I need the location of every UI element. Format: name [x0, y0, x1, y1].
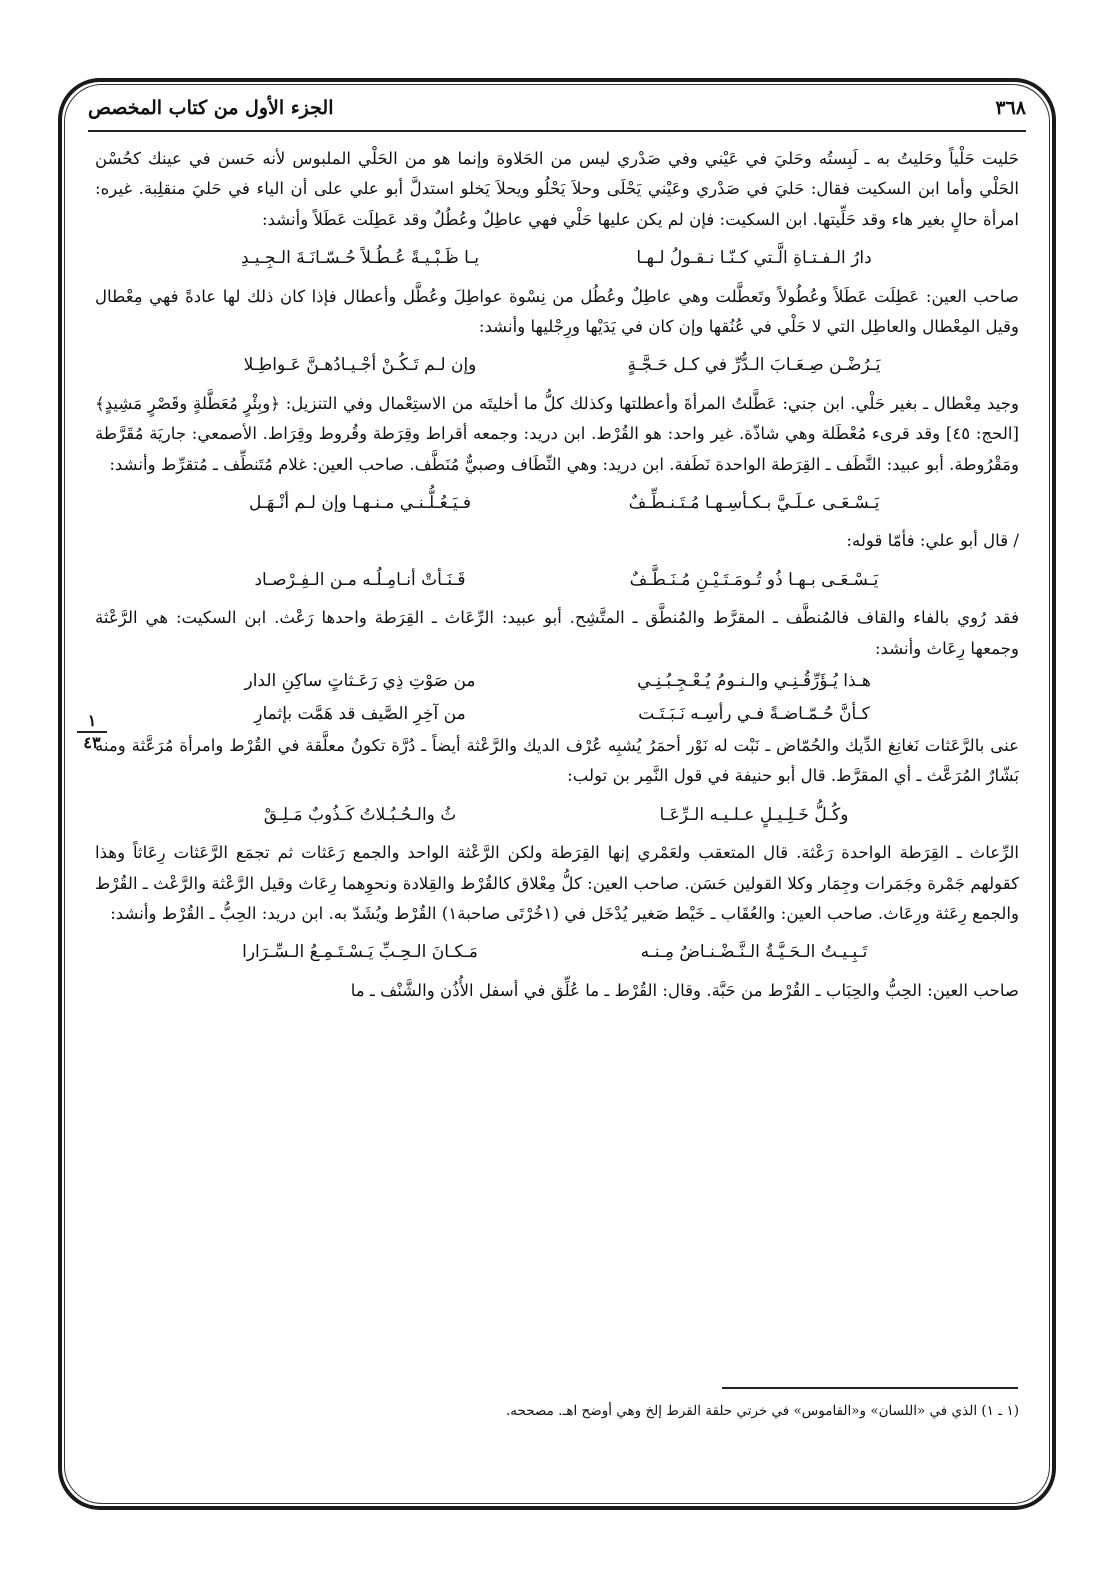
paragraph: صاحب العين: الحِبُّ والحِبَاب ـ القُرْط من حَبَّة. وقال: القُرْط ـ ما عُلِّق في أسفل الأُذُن والشَّنْف ـ ما: [350, 980, 1019, 1000]
verse-second-hemistich: من آخِرِ الصَّيف قد هَمَّت بإثمارِ: [254, 703, 466, 724]
verse-line: [95, 488, 1019, 518]
verse-second-hemistich: ثُ والـحُـبُـلاتُ كَـذُوبٌ مَـلِـقْ: [263, 804, 457, 825]
page-number: ٣٦٨: [995, 97, 1026, 119]
footnote-rule: [722, 1387, 1018, 1389]
paragraph: / قال أبو علي: فأمّا قوله:: [846, 531, 1019, 551]
paragraph: صاحب العين: عَطِلَت عَطَلاً وعُطُولاً وتَعطَّلت وهي عاطِلٌ وعُطُل من نِسْوة عواطِلَ وعُطَّل وأعطال فإذا كان ذلك لها عادةً فهي مِعْطال وقيل المِعْطال والعاطِل التي لا حَلْي في عُنُقها وإن كان في يَدَيْها ورِجْليها وأنشد:: [95, 286, 1019, 337]
verse-first-hemistich: هـذا يُـؤَرِّقُـنِـي والـنـومُ يُـعْـجِـبُـنِـي: [637, 671, 871, 692]
verse-second-hemistich: وإن لـم تَـكُـنْ أجْـيـادُهـنَّ عَـواطِـلا: [243, 355, 477, 376]
verse-first-hemistich: وكُـلُّ خَـلِـيـلٍ عـلـيـه الـرِّعَـا: [659, 804, 849, 825]
margin-note-bottom: ٤٣: [83, 733, 101, 752]
verse-second-hemistich: فـيَـعُـلُّـنـي مـنـهـا وإن لـم أنْـهَـل: [248, 493, 472, 514]
paragraph: وجيد مِعْطال ـ بغير حَلْي. ابن جني: عَطَّلتُ المرأةَ وأعطلتها وكذلك كلُّ ما أخليتَه من الاستِعْمال وفي التنزيل: ﴿وبِئْرٍ مُعَطَّلةٍ وقَصْرٍ مَشِيدٍ﴾ [الحج: ٤٥] وقد قرىء مُعْطَلة وهي شاذّة. غير واحد: هو القُرْط. ابن دريد: وجمعه أقراط وقِرَطة وقُروط وقِرَاط. الأصمعي: جاريَة مُقَرَّطة ومَقْرُوطة. أبو عبيد: النَّطَف ـ القِرَطة الواحدة نَطَفة. ابن دريد: وهي النِّطَاف وصبيٌّ مُنَطَّف. صاحب العين: غلام مُتَنطِّف ـ مُتقرِّط وأنشد:: [95, 393, 1019, 474]
verse-line: [95, 243, 1019, 273]
verse-second-hemistich: يـا ظَـبْـيـةً عُـطُـلاً حُـسّـانَـةَ الـجِـيـدِ: [240, 248, 480, 269]
margin-note-top: ١: [77, 713, 107, 733]
verse-first-hemistich: يَـسْـعَـى بـهـا ذُو تُـومَـتَـيْـنِ مُـنَـطَّـفٌ: [629, 569, 879, 590]
footnote: (١ ـ ١) الذي في «اللسان» و«القاموس» في خرتي حلقة القرط إلخ وهي أوضح اهـ. مصححه.: [505, 1403, 1019, 1419]
verse-line: [95, 350, 1019, 380]
verse-line: [95, 699, 1019, 729]
verse-line: [95, 937, 1019, 967]
header-rule: [88, 130, 1026, 132]
verse-second-hemistich: مَـكـانَ الـحِـبِّ يَـسْـتَـمِـعُ الـسِّـرَارا: [242, 942, 478, 963]
running-header: [88, 88, 1026, 128]
paragraph: فقد رُوي بالفاء والقاف فالمُنطَّف ـ المقرَّط والمُنطَّق ـ المتَّشِح. أبو عبيد: الرِّعَاث ـ القِرَطة واحدها رَعْث. ابن السكيت: هي الرَّعْثة وجمعها رِعَاث وأنشد:: [95, 608, 1019, 658]
verse-line: [95, 800, 1019, 830]
paragraph: الرِّعاث ـ القِرَطة الواحدة رَعْثة. قال المتعقب ولعَمْري إنها القِرَطة ولكن الرَّعْثة الواحد والجمع رَعَثات ثم تجمَع الرَّعَثات رِعَاثاً وهذا كقولهم جَمْرة وجَمَرات وجِمَار وكلا القولين حَسَن. صاحب العين: كلُّ مِعْلاق كالقُرْط والقِلادة ونحوِهما رِعَاث وقيل الرَّعْثة والرَّعْث ـ القُرْط والجمع رِعَثة ورِعَاث. صاحب العين: والعُقَاب ـ خَيْط صَغير يُدْخَل في (١خُرْتَى صاحبة١) القُرْط ويُشَدّ به. ابن دريد: الحِبُّ ـ القُرْط وأنشد:: [95, 843, 1019, 923]
paragraph: عنى بالرَّعَثات نَغانِغ الدِّيك والحُمّاض ـ نَبْت له نَوْر أحمَرُ يُشبِه عُرْف الديك والرَّعْثة أيضاً ـ دُرَّة تكونُ معلَّقة في القُرْط وامرأة مُرَعَّثة ومنه بَشّارٌ المُرَعَّث ـ أي المقرَّط. قال أبو حنيفة في قول النَّمِر بن تولب:: [95, 735, 1019, 786]
verse-first-hemistich: كـأنَّ حُـمّـاضـةً فـي رأسِـه نَـبَـتَـت: [638, 703, 870, 724]
verse-line: [95, 565, 1019, 595]
verse-first-hemistich: تَـبِـيـتُ الـحَـيَّـةُ الـنَّـضْـنـاضُ مِـنـه: [640, 942, 868, 963]
verse-second-hemistich: قَـنَـأتْ أنـامِـلُـه مـن الـفِـرْصـاد: [254, 569, 466, 590]
paragraph: حَليت حَلْياً وحَليتُ به ـ لَبِستُه وحَليَ في عَيْني وفي صَدْري ليس من الحَلاوة وإنما هو من الحَلْي الملبوس لأنه حَسن في عينك كحُسْن الحَلْي وأما ابن السكيت فقال: حَليَ في صَدْري وعَيْني يَحْلَى وحلاَ يَحْلُو ويحلاَ يَخلو استدلَّ أبو علي على أن الياء في حَليَ منقلِبة. غيره: امرأة حالٍ بغير هاء وقد حَلِّيتها. ابن السكيت: فإن لم يكن عليها حَلْي فهي عاطِلٌ وعُطُلٌ وقد عَطِلَت عَطَلاً وأنشد:: [95, 149, 1019, 229]
verse-first-hemistich: يَـرُضْـن صِـعَـابَ الـدُّرِّ في كـل حَـجَّـةٍ: [627, 355, 881, 376]
verse-second-hemistich: من صَوْتِ ذِي رَعَـثاتٍ ساكِنِ الدار: [244, 671, 476, 692]
running-title: الجزء الأول من كتاب المخصص: [88, 97, 334, 119]
verse-first-hemistich: دارُ الـفـتـاةِ الَّـتي كـنّـا نـقـولُ لـهـا: [636, 248, 872, 269]
verse-line: [95, 666, 1019, 696]
main-text: [95, 144, 1019, 1354]
verse-first-hemistich: يَـسْـعَـى عـلَـيَّ بـكـأسِـهـا مُـتَـنـطِّـفٌ: [628, 493, 880, 514]
